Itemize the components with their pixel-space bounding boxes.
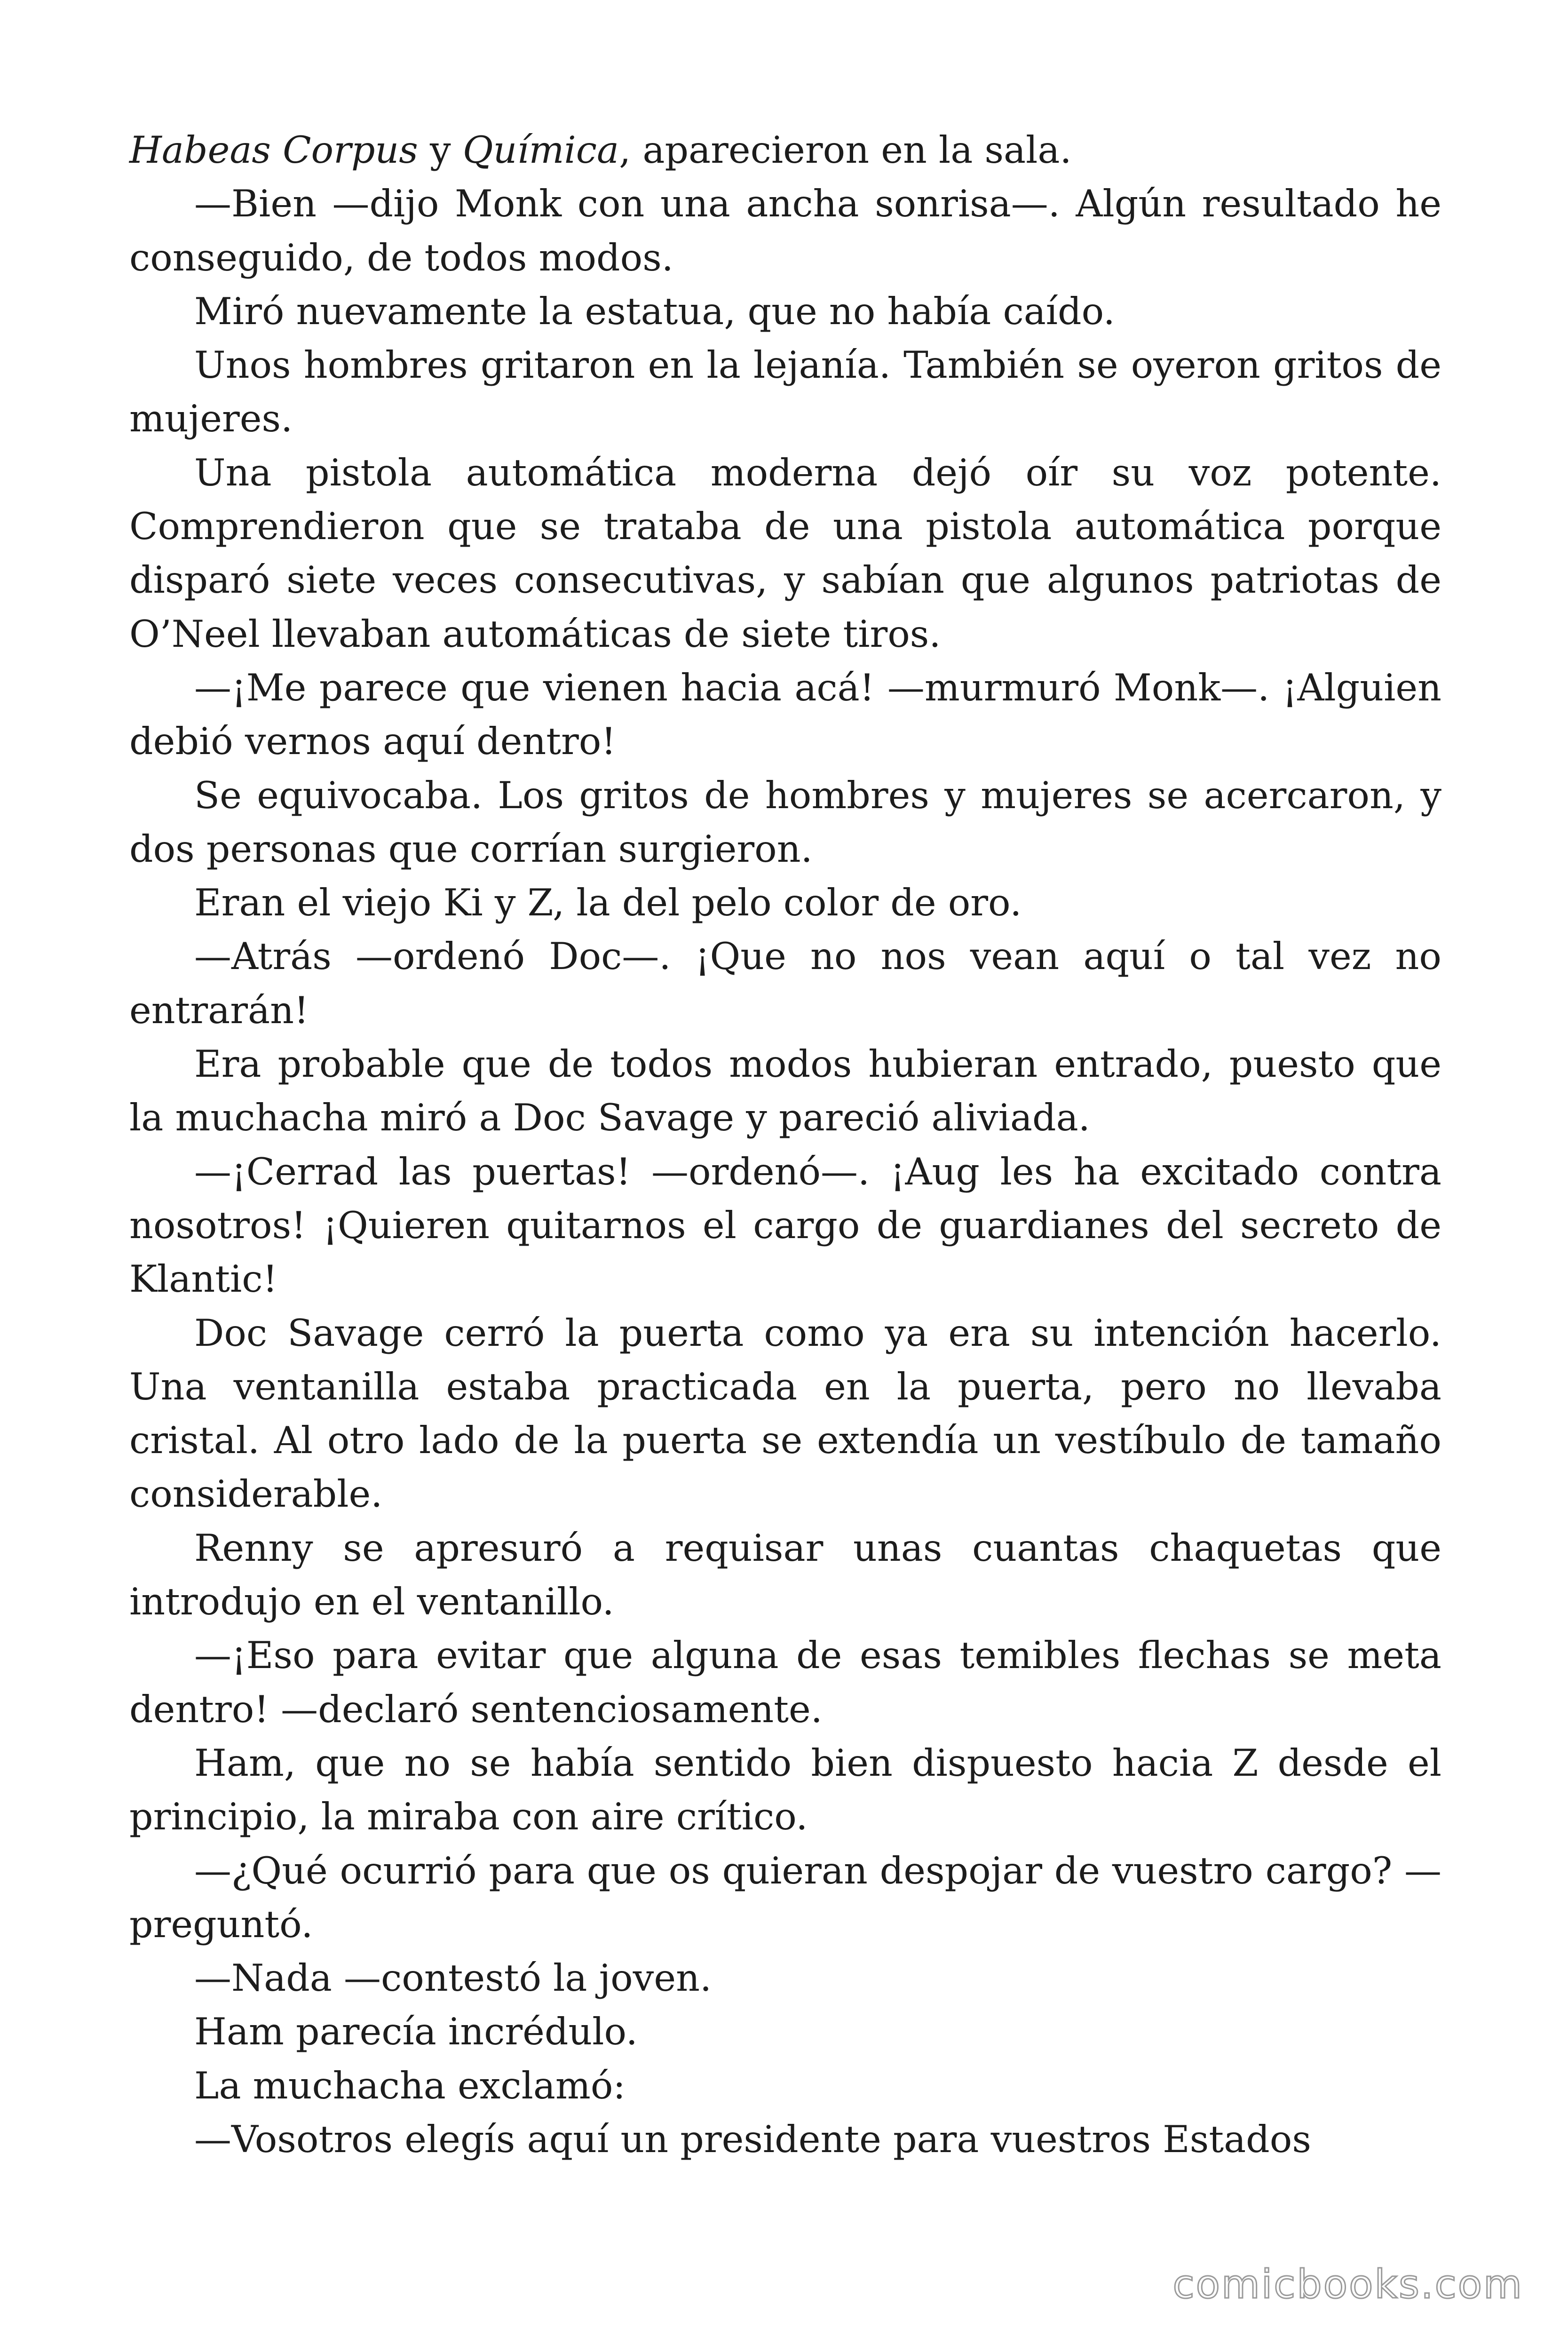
book-page-body [129, 123, 1441, 2166]
paragraph: —¿Qué ocurrió para que os quieran despojar de vuestro cargo? —preguntó. [129, 1849, 1441, 1946]
paragraph: —¡Eso para evitar que alguna de esas temibles flechas se meta dentro! —declaró sentenciosamente. [129, 1634, 1441, 1731]
paragraph: —Nada —contestó la joven. [194, 1956, 712, 2000]
paragraph: Miró nuevamente la estatua, que no había caído. [194, 289, 1115, 333]
paragraph: Doc Savage cerró la puerta como ya era su intención hacerlo. Una ventanilla estaba practicada en la puerta, pero no llevaba cristal. Al otro lado de la puerta se extendía un vestíbulo de tamaño considerable. [129, 1311, 1441, 1516]
opening-line-rest: , aparecieron en la sala. [619, 128, 1072, 172]
paragraph: La muchacha exclamó: [194, 2064, 626, 2107]
italic-title-quimica: Química [462, 128, 619, 172]
paragraph: —¡Me parece que vienen hacia acá! —murmuró Monk—. ¡Alguien debió vernos aquí dentro! [129, 666, 1441, 763]
paragraph: Era probable que de todos modos hubieran entrado, puesto que la muchacha miró a Doc Savage y pareció aliviada. [129, 1042, 1441, 1140]
paragraph: Renny se apresuró a requisar unas cuantas chaquetas que introdujo en el ventanillo. [129, 1526, 1441, 1624]
paragraph: —¡Cerrad las puertas! —ordenó—. ¡Aug les ha excitado contra nosotros! ¡Quieren quitarnos el cargo de guardianes del secreto de Klantic! [129, 1150, 1441, 1301]
paragraph: —Vosotros elegís aquí un presidente para vuestros Estados [194, 2117, 1311, 2161]
paragraph: Se equivocaba. Los gritos de hombres y mujeres se acercaron, y dos personas que corrían surgieron. [129, 773, 1441, 871]
paragraph: Una pistola automática moderna dejó oír su voz potente. Comprendieron que se trataba de una pistola automática porque disparó siete veces consecutivas, y sabían que algunos patriotas de O’Neel llevaban automáticas de siete tiros. [129, 451, 1441, 656]
paragraph: —Bien —dijo Monk con una ancha sonrisa—. Algún resultado he conseguido, de todos modos. [129, 182, 1441, 279]
paragraph: Unos hombres gritaron en la lejanía. También se oyeron gritos de mujeres. [129, 343, 1441, 441]
paragraph: Ham parecía incrédulo. [194, 2010, 638, 2054]
paragraph: —Atrás —ordenó Doc—. ¡Que no nos vean aquí o tal vez no entrarán! [129, 935, 1441, 1032]
watermark: comicbooks.com [1172, 2261, 1523, 2307]
opening-line [129, 123, 1441, 177]
opening-connector: y [418, 128, 463, 172]
paragraph: Eran el viejo Ki y Z, la del pelo color de oro. [194, 881, 1022, 925]
paragraph: Ham, que no se había sentido bien dispuesto hacia Z desde el principio, la miraba con aire crítico. [129, 1741, 1441, 1839]
italic-title-habeas-corpus: Habeas Corpus [129, 128, 418, 172]
